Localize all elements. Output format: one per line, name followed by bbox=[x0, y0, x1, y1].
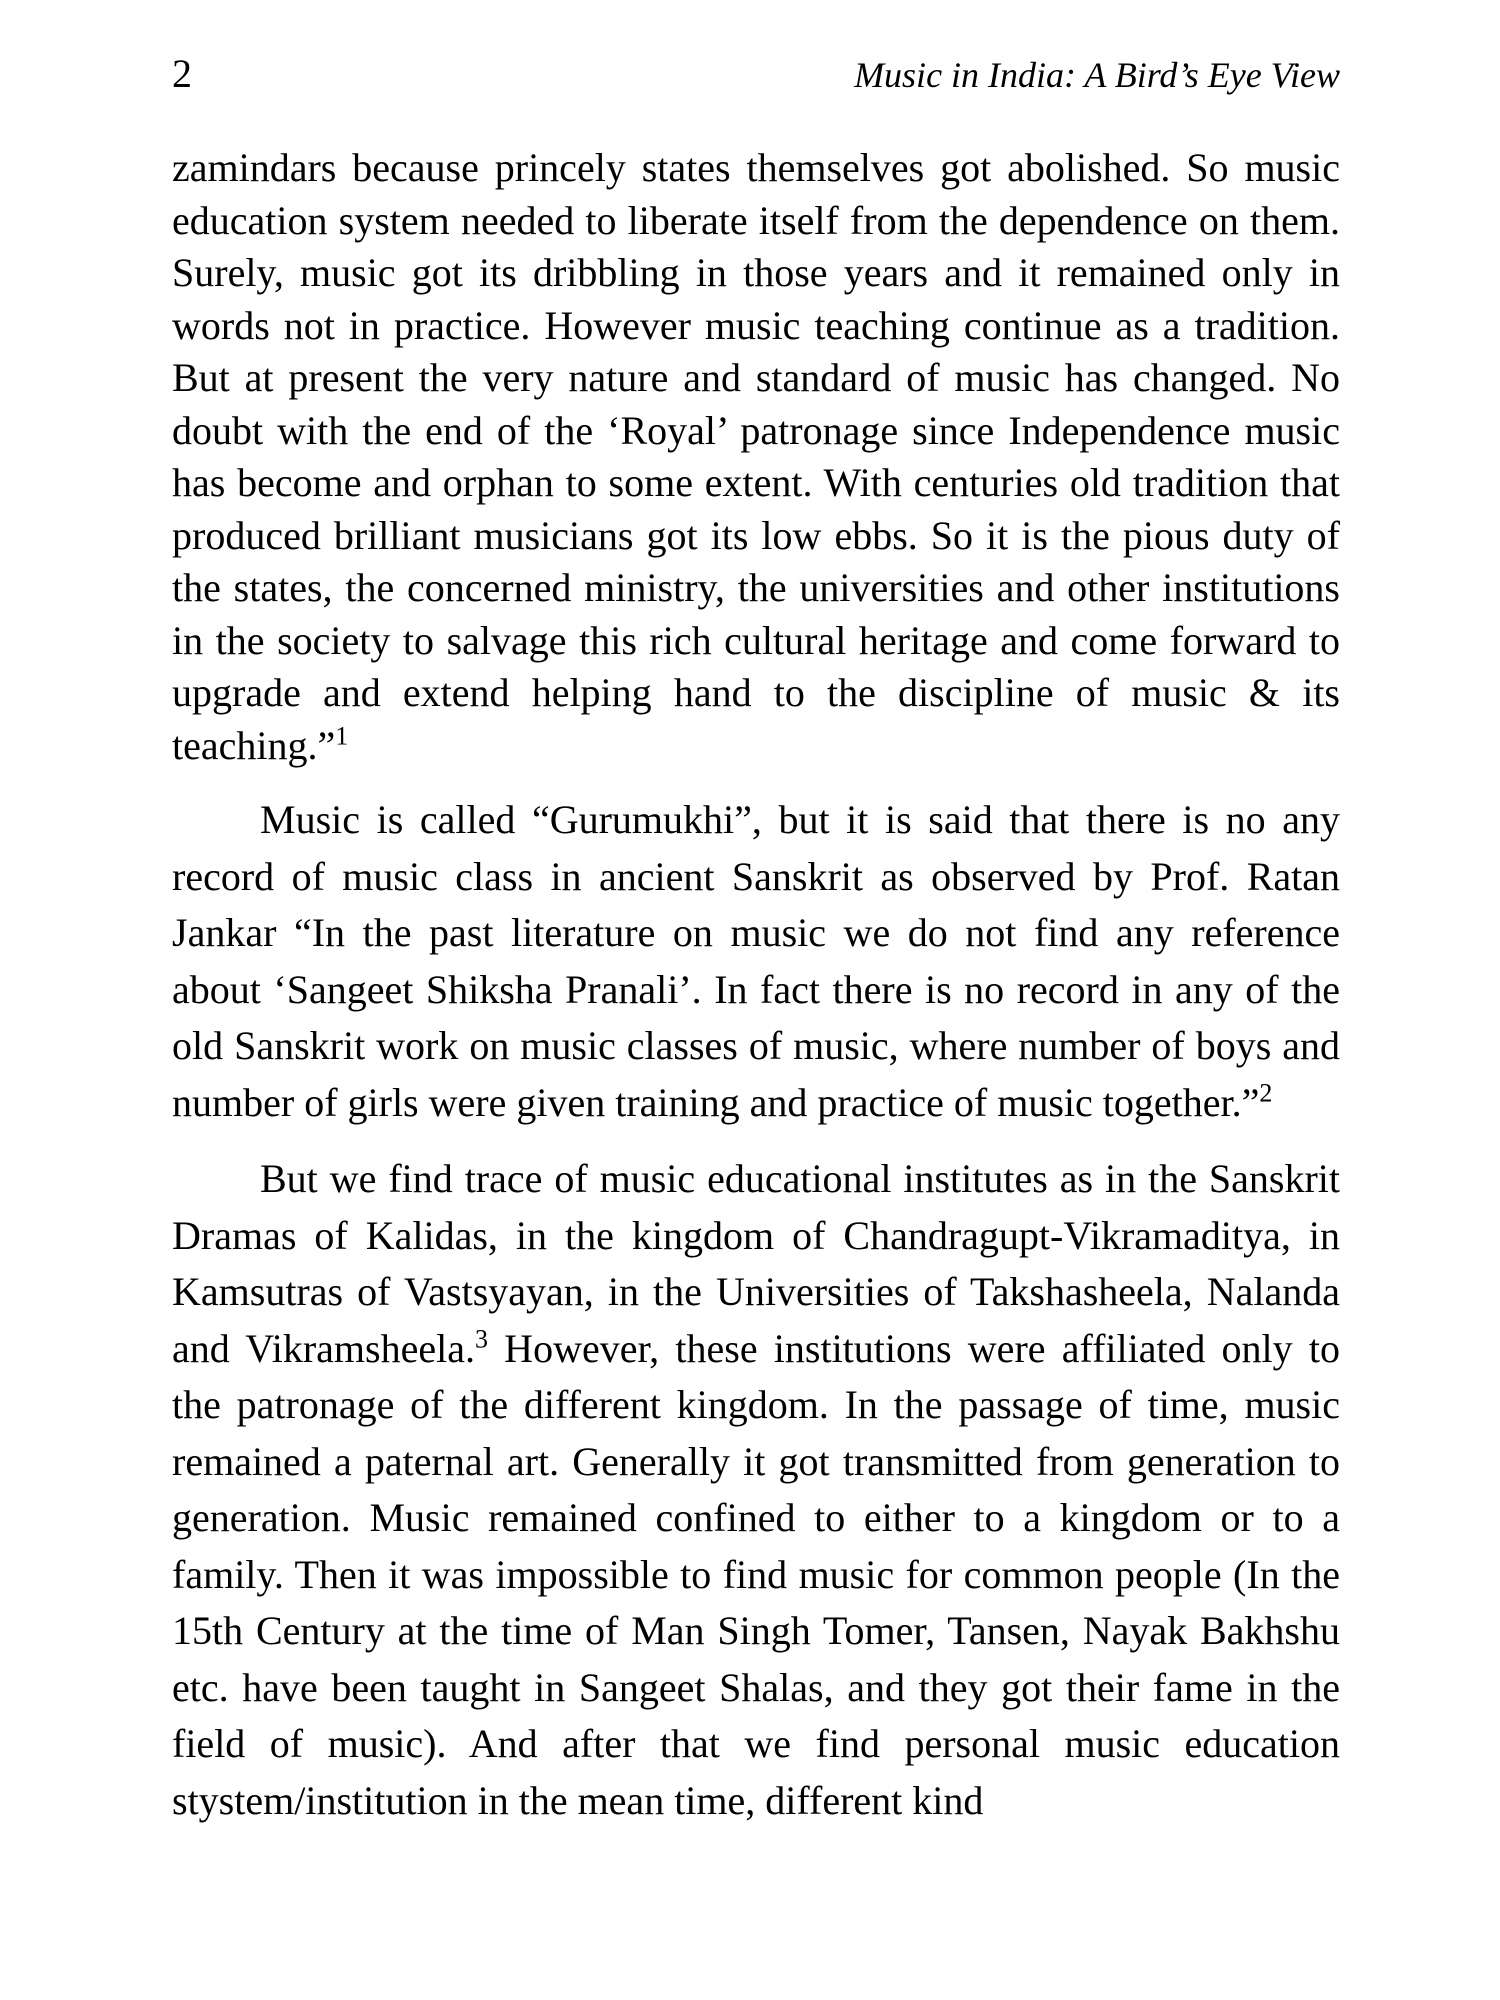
page-header bbox=[172, 50, 1340, 100]
page-number: 2 bbox=[172, 51, 192, 96]
footnote-marker-3: 3 bbox=[474, 1324, 488, 1354]
body-text bbox=[172, 142, 1340, 1849]
footnote-marker-1: 1 bbox=[335, 721, 349, 751]
paragraph-3-text-before: But we find trace of music educational institutes as in the Sanskrit Dramas of Kalidas, in the kingdom of Chandragupt-Vikramaditya, in Kamsutras of Vastsyayan, in the Universities of Takshasheela, Nalanda and Vikramsheela. bbox=[172, 1156, 1340, 1371]
footnote-marker-2: 2 bbox=[1259, 1078, 1273, 1108]
paragraph-1-text: zamindars because princely states themselves got abolished. So music education system needed to liberate itself from the dependence on them. Surely, music got its dribbling in those years and it remained only in words not in practice. However music teaching continue as a tradition. But at present the very nature and standard of music has changed. No doubt with the end of the ‘Royal’ patronage since Independence music has become and orphan to some extent. With centuries old tradition that produced brilliant musicians got its low ebbs. So it is the pious duty of the states, the concerned ministry, the universities and other institutions in the society to salvage this rich cultural heritage and come forward to upgrade and extend helping hand to the discipline of music & its teaching.” bbox=[172, 145, 1340, 768]
paragraph-2-text: Music is called “Gurumukhi”, but it is said that there is no any record of music class in ancient Sanskrit as observed by Prof. Ratan Jankar “In the past literature on music we do not find any reference about ‘Sangeet Shiksha Pranali’. In fact there is no record in any of the old Sanskrit work on music classes of music, where number of boys and number of girls were given training and practice of music together.” bbox=[172, 797, 1340, 1125]
paragraph-2 bbox=[172, 792, 1340, 1131]
paragraph-1 bbox=[172, 142, 1340, 772]
paragraph-3-text-after: However, these institutions were affiliated only to the patronage of the different kingdom. In the passage of time, music remained a paternal art. Generally it got transmitted from generation to generation. Music remained confined to either to a kingdom or to a family. Then it was impossible to find music for common people (In the 15th Century at the time of Man Singh Tomer, Tansen, Nayak Bakhshu etc. have been taught in Sangeet Shalas, and they got their fame in the field of music). And after that we find personal music education stystem/institution in the mean time, different kind bbox=[172, 1325, 1340, 1823]
running-title: Music in India: A Bird’s Eye View bbox=[854, 55, 1340, 95]
paragraph-3 bbox=[172, 1151, 1340, 1829]
